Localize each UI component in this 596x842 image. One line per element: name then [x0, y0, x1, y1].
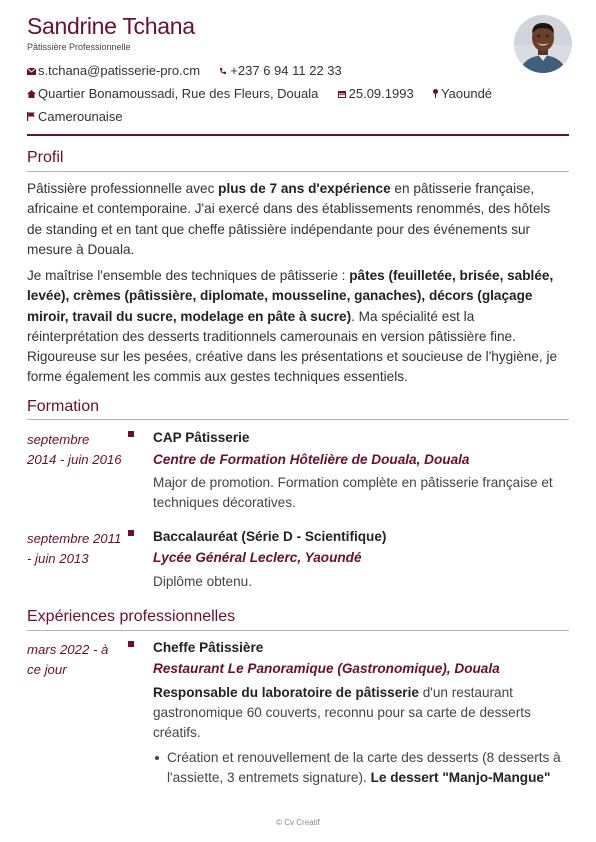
address-text: Quartier Bonamoussadi, Rue des Fleurs, Douala [38, 86, 319, 101]
timeline-bullet [128, 641, 134, 647]
section-title-experience: Expériences professionnelles [27, 608, 236, 625]
home-icon [27, 87, 38, 105]
section-title-profile: Profil [27, 149, 64, 166]
education-dates: septembre 2011 - juin 2013 [27, 531, 122, 566]
timeline-bullet [128, 431, 134, 437]
education-title: Baccalauréat (Série D - Scientifique) [153, 529, 387, 544]
flag-icon [27, 110, 38, 128]
education-school: Centre de Formation Hôtelière de Douala, Douala [153, 452, 470, 467]
experience-dates: mars 2022 - à ce jour [27, 642, 109, 677]
job-title: Pâtissière Professionnelle [27, 42, 131, 52]
experience-title: Cheffe Pâtissière [153, 640, 264, 655]
education-dates: septembre 2014 - juin 2016 [27, 432, 122, 467]
profile-paragraph-1: Pâtissière professionnelle avec plus de 7 ans d'expérience en pâtisserie française, africaine et contemporaine. J'ai exercé dans des établissements renommés, des hôtels de standing et en tant que cheffe pâtissière indépendante pour des événements sur mesure à Douala. [27, 181, 551, 257]
education-description: Diplôme obtenu. [153, 574, 252, 589]
contact-row-1 [27, 62, 342, 80]
experience-description: Responsable du laboratoire de pâtisserie d'un restaurant gastronomique 60 couverts, reconnu pour sa carte de desserts créatifs. [153, 685, 531, 740]
phone-icon [219, 64, 230, 82]
map-pin-icon [433, 87, 441, 105]
calendar-icon [338, 87, 349, 105]
contact-row-2 [27, 85, 492, 103]
section-rule-education [27, 419, 569, 420]
birthplace-text: Yaoundé [440, 86, 493, 101]
section-title-education: Formation [27, 398, 100, 415]
birthdate-text: 25.09.1993 [348, 86, 414, 101]
education-school: Lycée Général Leclerc, Yaoundé [153, 550, 362, 565]
nationality-text: Camerounaise [38, 109, 123, 124]
profile-photo [514, 15, 572, 73]
phone-text[interactable]: +237 6 94 11 22 33 [230, 63, 342, 78]
section-rule-experience [27, 630, 569, 631]
list-bullet [155, 756, 159, 760]
education-description: Major de promotion. Formation complète en pâtisserie française et techniques décoratives. [153, 475, 553, 510]
section-rule-profile [27, 171, 569, 172]
education-title: CAP Pâtisserie [153, 430, 250, 445]
contact-row-3 [27, 108, 123, 126]
experience-place: Restaurant Le Panoramique (Gastronomique), Douala [153, 661, 500, 676]
email-text[interactable]: s.tchana@patisserie-pro.cm [38, 63, 201, 78]
envelope-icon [27, 64, 38, 82]
experience-list-item: Création et renouvellement de la carte des desserts (8 desserts à l'assiette, 3 entremets signature). Le dessert "Manjo-Mangue" [153, 748, 569, 788]
cv-header [27, 12, 572, 124]
profile-paragraph-2: Je maîtrise l'ensemble des techniques de pâtisserie : pâtes (feuilletée, brisée, sablée, levée), crèmes (pâtissière, diplomate, mousseline, ganaches), décors (glaçage miroir, travail du sucre, modelage en pâte à sucre). Ma spécialité est la réinterprétation des desserts traditionnels camerounais en version pâtissière fine. Rigoureuse sur les pesées, créative dans les présentations et soucieuse de l'hygiène, je forme également les commis aux gestes techniques essentiels. [27, 268, 558, 385]
footer-credit: © Cv Creatif [276, 818, 320, 827]
timeline-bullet [128, 530, 134, 536]
candidate-name: Sandrine Tchana [27, 13, 195, 39]
header-divider [27, 134, 569, 136]
